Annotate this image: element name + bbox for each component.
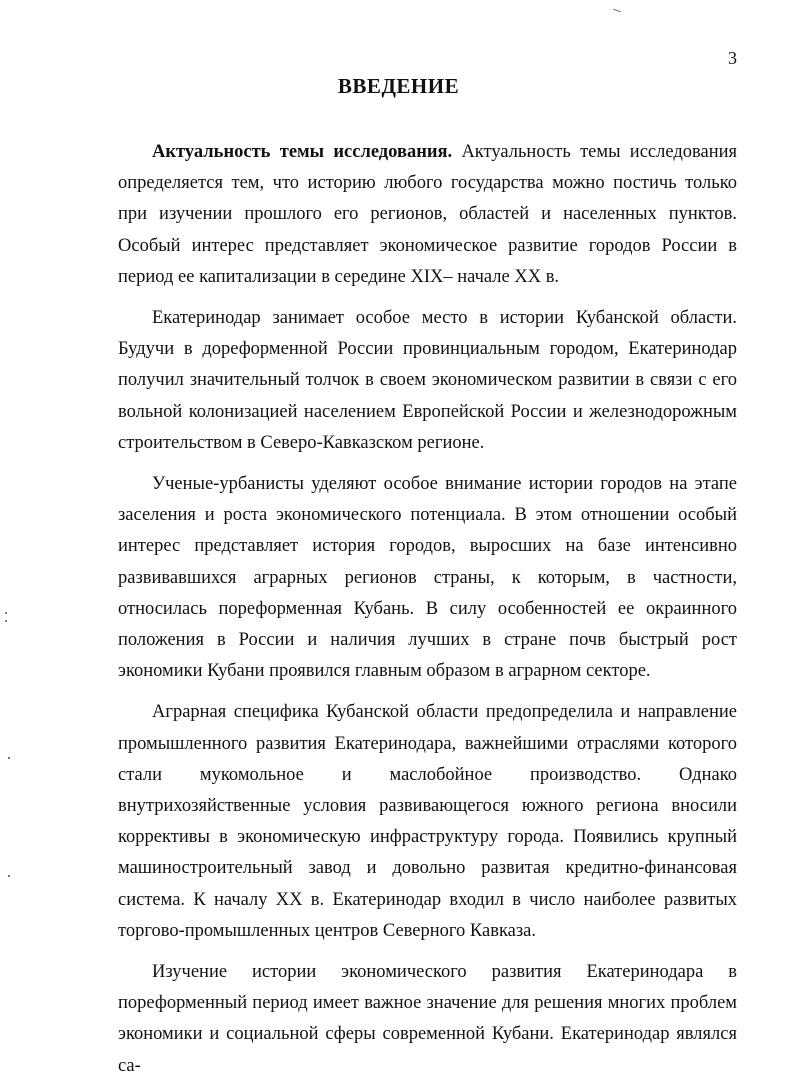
scan-mark xyxy=(613,9,621,13)
scan-mark xyxy=(8,875,10,877)
paragraph-urbanists: Ученые-урбанисты уделяют особое внимание истории городов на этапе заселения и роста экономического потенциала. В этом отношении особый интерес представляет история городов, выросших на базе интенсивно развивавшихся аграрных регионов страны, к которым, в частности, относилась пореформенная Кубань. В силу особенностей ее окраинного положения в России и наличия лучших в стране почв быстрый рост экономики Кубани проявился главным образом в аграрном секторе. xyxy=(118,474,737,682)
paragraph-text: Актуальность темы исследования определяется тем, что историю любого государства можно постичь только при изучении прошлого его регионов, областей и населенных пунктов. Особый интерес представляет экономическое развитие городов России в период ее капитализации в середине XIX– начале XX в. xyxy=(118,142,737,287)
scan-mark xyxy=(8,757,10,759)
page-title: ВВЕДЕНИЕ xyxy=(337,74,460,98)
scan-mark xyxy=(5,620,7,622)
paragraph-study-importance: Изучение истории экономического развития Екатеринодара в пореформенный период имеет важное значение для решения многих проблем экономики и социальной сферы современной Кубани. Екатеринодар являлся са- xyxy=(118,962,737,1076)
paragraph-agrarian-specifics: Аграрная специфика Кубанской области предопределила и направление промышленного развития Екатеринодара, важнейшими отраслями которого стали мукомольное и маслобойное производство. Однако внутрихозяйственные условия развивающегося южного региона вносили коррективы в экономическую инфраструктуру города. Появились крупный машиностроительный завод и довольно развитая кредитно-финансовая система. К началу XX в. Екатеринодар входил в число наиболее развитых торгово-промышленных центров Северного Кавказа. xyxy=(118,702,737,941)
paragraph-relevance xyxy=(118,137,737,293)
paragraph-lead-heading: Актуальность темы исследования. xyxy=(152,142,453,162)
document-body xyxy=(118,137,737,1092)
paragraph-ekaterinodar-place: Екатеринодар занимает особое место в истории Кубанской области. Будучи в дореформенной России провинциальным городом, Екатеринодар получил значительный толчок в своем экономическом развитии в связи с его вольной колонизацией населением Европейской России и железнодорожным строительством в Северо-Кавказском регионе. xyxy=(118,308,737,453)
scan-mark xyxy=(5,612,7,614)
page-number: 3 xyxy=(728,48,737,68)
